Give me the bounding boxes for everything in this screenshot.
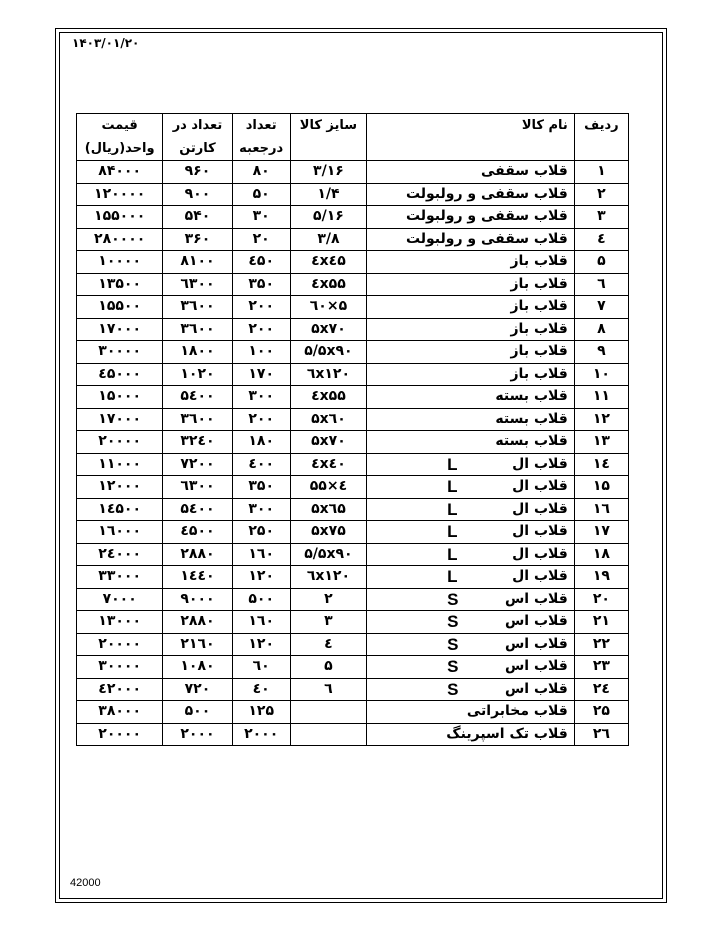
qty-per-carton-cell: ۲۱٦۰ — [163, 633, 232, 656]
item-name-cell — [367, 656, 575, 679]
item-size-cell: ۵/۱۶ — [290, 206, 366, 229]
unit-price-cell: ۱۷۰۰۰ — [77, 408, 163, 431]
item-name-text: قلاب ال — [512, 455, 568, 472]
table-row — [77, 633, 629, 656]
item-size-cell: ۵/۵x۹۰ — [290, 543, 366, 566]
qty-per-carton-cell: ۱۰۸۰ — [163, 656, 232, 679]
item-name-wrap — [367, 161, 568, 182]
row-number-cell: ۷ — [574, 296, 628, 319]
table-row — [77, 296, 629, 319]
unit-price-cell: ۲۰۰۰۰ — [77, 633, 163, 656]
table-row — [77, 408, 629, 431]
qty-per-box-cell: ۵۰۰ — [232, 588, 290, 611]
qty-per-carton-cell: ۱۸۰۰ — [163, 341, 232, 364]
header-qty-per-carton-line1: تعداد در — [172, 118, 223, 133]
item-size-cell — [290, 723, 366, 746]
unit-price-cell: ۱۱۰۰۰ — [77, 453, 163, 476]
table-row — [77, 543, 629, 566]
header-row-number: ردیف — [574, 114, 628, 161]
item-name-wrap — [367, 701, 568, 722]
item-name-cell — [367, 566, 575, 589]
price-list-table — [76, 113, 629, 746]
table-row — [77, 723, 629, 746]
qty-per-box-cell: ۲۰ — [232, 228, 290, 251]
row-number-cell: ۱۸ — [574, 543, 628, 566]
item-name-wrap — [367, 206, 568, 227]
table-body — [77, 161, 629, 746]
item-size-cell: ۳/۱۶ — [290, 161, 366, 184]
item-name-wrap — [367, 566, 568, 587]
item-name-wrap — [367, 341, 568, 362]
table-row — [77, 228, 629, 251]
item-name-cell — [367, 521, 575, 544]
item-latin-letter: L — [447, 544, 458, 564]
item-size-cell — [290, 701, 366, 724]
item-size-cell: ۵x۷۰ — [290, 318, 366, 341]
item-name-wrap — [367, 656, 568, 677]
item-name-wrap — [367, 634, 568, 655]
item-name-cell — [367, 476, 575, 499]
table-row — [77, 206, 629, 229]
row-number-cell: ۲٦ — [574, 723, 628, 746]
item-size-cell: ۵x٦۰ — [290, 408, 366, 431]
item-name-cell — [367, 183, 575, 206]
item-name-text: قلاب اس — [504, 658, 568, 675]
table-row — [77, 678, 629, 701]
item-name-text: قلاب باز — [510, 298, 568, 315]
row-number-cell: ۱٤ — [574, 453, 628, 476]
item-size-cell: ۵x۷۵ — [290, 521, 366, 544]
row-number-cell: ۲۱ — [574, 611, 628, 634]
row-number-cell: ۱٦ — [574, 498, 628, 521]
qty-per-box-cell: ۱۷۰ — [232, 363, 290, 386]
unit-price-cell: ۲۸۰۰۰۰ — [77, 228, 163, 251]
item-name-text: قلاب باز — [510, 343, 568, 360]
item-size-cell: ۵×٦۰ — [290, 296, 366, 319]
unit-price-cell: ۱۵۰۰۰ — [77, 386, 163, 409]
qty-per-carton-cell: ۲۸۸۰ — [163, 543, 232, 566]
item-latin-letter: L — [447, 522, 458, 542]
item-size-cell: ٤x٤۵ — [290, 251, 366, 274]
item-name-wrap — [367, 611, 568, 632]
item-size-cell: ۵ — [290, 656, 366, 679]
row-number-cell: ٤ — [574, 228, 628, 251]
qty-per-carton-cell: ۵٤۰۰ — [163, 498, 232, 521]
item-name-text: قلاب باز — [510, 275, 568, 292]
item-name-text: قلاب سقفی — [480, 163, 568, 180]
item-size-cell: ۳/۸ — [290, 228, 366, 251]
qty-per-box-cell: ۱۲۵ — [232, 701, 290, 724]
item-size-cell: ٦ — [290, 678, 366, 701]
qty-per-box-cell: ۱۰۰ — [232, 341, 290, 364]
unit-price-cell: ۱۲۰۰۰ — [77, 476, 163, 499]
item-name-wrap — [367, 319, 568, 340]
footer-number: 42000 — [70, 877, 101, 889]
item-size-cell: ٦x۱۲۰ — [290, 566, 366, 589]
unit-price-cell: ۲٤۰۰۰ — [77, 543, 163, 566]
row-number-cell: ۲٤ — [574, 678, 628, 701]
qty-per-box-cell: ٤۰۰ — [232, 453, 290, 476]
header-qty-per-carton-line2: کارتن — [179, 141, 216, 156]
row-number-cell: ۱۱ — [574, 386, 628, 409]
item-name-cell — [367, 363, 575, 386]
unit-price-cell: ۱۵۵۰۰۰ — [77, 206, 163, 229]
unit-price-cell: ۲۰۰۰۰ — [77, 723, 163, 746]
item-name-cell — [367, 386, 575, 409]
item-name-text: قلاب اس — [504, 635, 568, 652]
row-number-cell: ۱۹ — [574, 566, 628, 589]
qty-per-carton-cell: ٦۳۰۰ — [163, 273, 232, 296]
qty-per-carton-cell: ۳٦۰۰ — [163, 318, 232, 341]
item-name-wrap — [367, 251, 568, 272]
header-qty-per-box-line2: درجعبه — [239, 141, 284, 156]
item-name-wrap — [367, 296, 568, 317]
item-latin-letter: L — [447, 567, 458, 587]
table-row — [77, 588, 629, 611]
item-name-cell — [367, 251, 575, 274]
table-row — [77, 251, 629, 274]
item-name-cell — [367, 701, 575, 724]
item-name-wrap — [367, 476, 568, 497]
item-name-text: قلاب ال — [512, 523, 568, 540]
item-name-cell — [367, 296, 575, 319]
item-name-wrap — [367, 364, 568, 385]
qty-per-box-cell: ۳۵۰ — [232, 476, 290, 499]
item-name-wrap — [367, 724, 568, 745]
item-name-wrap — [367, 386, 568, 407]
item-name-cell — [367, 633, 575, 656]
item-latin-letter: S — [447, 679, 459, 699]
qty-per-box-cell: ٤۰ — [232, 678, 290, 701]
unit-price-cell: ۱۷۰۰۰ — [77, 318, 163, 341]
table-row — [77, 476, 629, 499]
qty-per-carton-cell: ۲۰۰۰ — [163, 723, 232, 746]
qty-per-carton-cell: ۳٦۰۰ — [163, 408, 232, 431]
item-name-wrap — [367, 454, 568, 475]
item-name-wrap — [367, 184, 568, 205]
table-row — [77, 273, 629, 296]
qty-per-box-cell: ۳۵۰ — [232, 273, 290, 296]
qty-per-carton-cell: ۹۰۰۰ — [163, 588, 232, 611]
item-size-cell: ۱/۴ — [290, 183, 366, 206]
qty-per-box-cell: ۲۰۰۰ — [232, 723, 290, 746]
item-latin-letter: S — [447, 612, 459, 632]
item-name-wrap — [367, 521, 568, 542]
item-name-text: قلاب اس — [504, 613, 568, 630]
item-name-cell — [367, 431, 575, 454]
item-name-wrap — [367, 499, 568, 520]
item-name-wrap — [367, 229, 568, 250]
row-number-cell: ۱۰ — [574, 363, 628, 386]
item-size-cell: ۳ — [290, 611, 366, 634]
item-latin-letter: L — [447, 499, 458, 519]
item-name-cell — [367, 341, 575, 364]
table-row — [77, 453, 629, 476]
item-name-text: قلاب سقفی و رولبولت — [405, 185, 568, 202]
qty-per-carton-cell: ۵٤۰۰ — [163, 386, 232, 409]
item-name-text: قلاب تک اسپرینگ — [446, 725, 568, 742]
item-name-text: قلاب ال — [512, 545, 568, 562]
document-date: ۱۴۰۳/۰۱/۲۰ — [72, 36, 140, 50]
qty-per-box-cell: ۲۵۰ — [232, 521, 290, 544]
item-name-cell — [367, 228, 575, 251]
item-name-wrap — [367, 274, 568, 295]
item-name-wrap — [367, 544, 568, 565]
item-name-wrap — [367, 589, 568, 610]
unit-price-cell: ۳۸۰۰۰ — [77, 701, 163, 724]
table-row — [77, 341, 629, 364]
qty-per-box-cell: ۳۰۰ — [232, 386, 290, 409]
item-name-cell — [367, 408, 575, 431]
item-name-text: قلاب بسته — [495, 410, 568, 427]
qty-per-carton-cell: ۷۲۰ — [163, 678, 232, 701]
row-number-cell: ۹ — [574, 341, 628, 364]
row-number-cell: ۱۵ — [574, 476, 628, 499]
unit-price-cell: ۱۲۰۰۰۰ — [77, 183, 163, 206]
item-name-text: قلاب ال — [512, 568, 568, 585]
item-latin-letter: S — [447, 634, 459, 654]
table-row — [77, 183, 629, 206]
item-name-cell — [367, 318, 575, 341]
unit-price-cell: ۳۰۰۰۰ — [77, 341, 163, 364]
item-name-cell — [367, 611, 575, 634]
qty-per-carton-cell: ۵۴۰ — [163, 206, 232, 229]
row-number-cell: ۱۷ — [574, 521, 628, 544]
header-unit-price-line1: قیمت — [101, 118, 138, 133]
table-row — [77, 566, 629, 589]
item-latin-letter: L — [447, 454, 458, 474]
unit-price-cell: ۱۰۰۰۰ — [77, 251, 163, 274]
item-name-text: قلاب باز — [510, 365, 568, 382]
item-name-wrap — [367, 409, 568, 430]
qty-per-carton-cell: ٦۳۰۰ — [163, 476, 232, 499]
qty-per-box-cell: ۱۲۰ — [232, 566, 290, 589]
unit-price-cell: ۸۴۰۰۰ — [77, 161, 163, 184]
row-number-cell: ۲ — [574, 183, 628, 206]
item-name-cell — [367, 161, 575, 184]
qty-per-carton-cell: ۹۰۰ — [163, 183, 232, 206]
qty-per-carton-cell: ۹۶۰ — [163, 161, 232, 184]
qty-per-carton-cell: ۱۰۲۰ — [163, 363, 232, 386]
item-name-cell — [367, 273, 575, 296]
unit-price-cell: ۲۰۰۰۰ — [77, 431, 163, 454]
qty-per-box-cell: ٤۵۰ — [232, 251, 290, 274]
qty-per-box-cell: ۵۰ — [232, 183, 290, 206]
item-name-text: قلاب بسته — [495, 388, 568, 405]
qty-per-box-cell: ۱۸۰ — [232, 431, 290, 454]
qty-per-box-cell: ۲۰۰ — [232, 296, 290, 319]
item-size-cell: ٤×۵۵ — [290, 476, 366, 499]
item-size-cell: ٦x۱۲۰ — [290, 363, 366, 386]
item-size-cell: ٤ — [290, 633, 366, 656]
header-qty-per-box-line1: تعداد — [245, 118, 277, 133]
row-number-cell: ۱۲ — [574, 408, 628, 431]
item-name-cell — [367, 498, 575, 521]
table-row — [77, 363, 629, 386]
table-row — [77, 498, 629, 521]
item-name-text: قلاب بسته — [495, 433, 568, 450]
unit-price-cell: ۳۰۰۰۰ — [77, 656, 163, 679]
header-unit-price-line2: واحد(ریال) — [84, 141, 155, 156]
unit-price-cell: ٤۵۰۰۰ — [77, 363, 163, 386]
qty-per-box-cell: ۱۲۰ — [232, 633, 290, 656]
header-item-name: نام کالا — [367, 114, 575, 161]
header-item-size: سایز کالا — [290, 114, 366, 161]
table-row — [77, 386, 629, 409]
item-name-cell — [367, 453, 575, 476]
row-number-cell: ۸ — [574, 318, 628, 341]
qty-per-carton-cell: ۷۲۰۰ — [163, 453, 232, 476]
qty-per-carton-cell: ۱٤٤۰ — [163, 566, 232, 589]
qty-per-box-cell: ۳۰۰ — [232, 498, 290, 521]
table-row — [77, 521, 629, 544]
table-row — [77, 161, 629, 184]
item-name-cell — [367, 206, 575, 229]
item-size-cell: ٤x۵۵ — [290, 386, 366, 409]
unit-price-cell: ۳۳۰۰۰ — [77, 566, 163, 589]
item-latin-letter: S — [447, 657, 459, 677]
item-name-text: قلاب ال — [512, 478, 568, 495]
row-number-cell: ۲۲ — [574, 633, 628, 656]
header-qty-per-carton — [163, 114, 232, 161]
row-number-cell: ٦ — [574, 273, 628, 296]
unit-price-cell: ۱٦۰۰۰ — [77, 521, 163, 544]
qty-per-box-cell: ۸۰ — [232, 161, 290, 184]
item-size-cell: ٤x٤۰ — [290, 453, 366, 476]
qty-per-box-cell: ۱٦۰ — [232, 543, 290, 566]
item-name-text: قلاب باز — [510, 320, 568, 337]
qty-per-carton-cell: ۳٦۰۰ — [163, 296, 232, 319]
item-name-wrap — [367, 679, 568, 700]
row-number-cell: ۳ — [574, 206, 628, 229]
unit-price-cell: ۱۵۵۰۰ — [77, 296, 163, 319]
item-name-text: قلاب مخابراتی — [466, 703, 568, 720]
item-name-text: قلاب سقفی و رولبولت — [405, 230, 568, 247]
unit-price-cell: ۱۳۵۰۰ — [77, 273, 163, 296]
table-row — [77, 431, 629, 454]
table-row — [77, 611, 629, 634]
header-unit-price — [77, 114, 163, 161]
qty-per-box-cell: ۳۰ — [232, 206, 290, 229]
item-name-cell — [367, 543, 575, 566]
table-row — [77, 318, 629, 341]
row-number-cell: ۵ — [574, 251, 628, 274]
item-size-cell: ۲ — [290, 588, 366, 611]
item-name-text: قلاب اس — [504, 680, 568, 697]
item-size-cell: ۵x۷۰ — [290, 431, 366, 454]
item-name-cell — [367, 588, 575, 611]
item-name-wrap — [367, 431, 568, 452]
item-name-text: قلاب باز — [510, 253, 568, 270]
item-size-cell: ۵/۵x۹۰ — [290, 341, 366, 364]
qty-per-box-cell: ۱٦۰ — [232, 611, 290, 634]
qty-per-box-cell: ۲۰۰ — [232, 408, 290, 431]
qty-per-carton-cell: ۵۰۰ — [163, 701, 232, 724]
row-number-cell: ۲۰ — [574, 588, 628, 611]
qty-per-carton-cell: ۸۱۰۰ — [163, 251, 232, 274]
item-latin-letter: L — [447, 477, 458, 497]
unit-price-cell: ۱٤۵۰۰ — [77, 498, 163, 521]
item-size-cell: ٤x۵۵ — [290, 273, 366, 296]
qty-per-carton-cell: ٤۵۰۰ — [163, 521, 232, 544]
item-name-cell — [367, 723, 575, 746]
item-name-text: قلاب ال — [512, 500, 568, 517]
table-header-row — [77, 114, 629, 161]
row-number-cell: ۲۵ — [574, 701, 628, 724]
unit-price-cell: ۷۰۰۰ — [77, 588, 163, 611]
qty-per-carton-cell: ۳۲٤۰ — [163, 431, 232, 454]
header-qty-per-box — [232, 114, 290, 161]
unit-price-cell: ۱۳۰۰۰ — [77, 611, 163, 634]
qty-per-carton-cell: ۲۸۸۰ — [163, 611, 232, 634]
qty-per-carton-cell: ۳۶۰ — [163, 228, 232, 251]
row-number-cell: ۱۳ — [574, 431, 628, 454]
item-latin-letter: S — [447, 589, 459, 609]
item-size-cell: ۵x٦۵ — [290, 498, 366, 521]
unit-price-cell: ٤۲۰۰۰ — [77, 678, 163, 701]
table-row — [77, 701, 629, 724]
item-name-cell — [367, 678, 575, 701]
row-number-cell: ۱ — [574, 161, 628, 184]
qty-per-box-cell: ٦۰ — [232, 656, 290, 679]
item-name-text: قلاب اس — [504, 590, 568, 607]
qty-per-box-cell: ۲۰۰ — [232, 318, 290, 341]
row-number-cell: ۲۳ — [574, 656, 628, 679]
item-name-text: قلاب سقفی و رولبولت — [405, 208, 568, 225]
table-row — [77, 656, 629, 679]
